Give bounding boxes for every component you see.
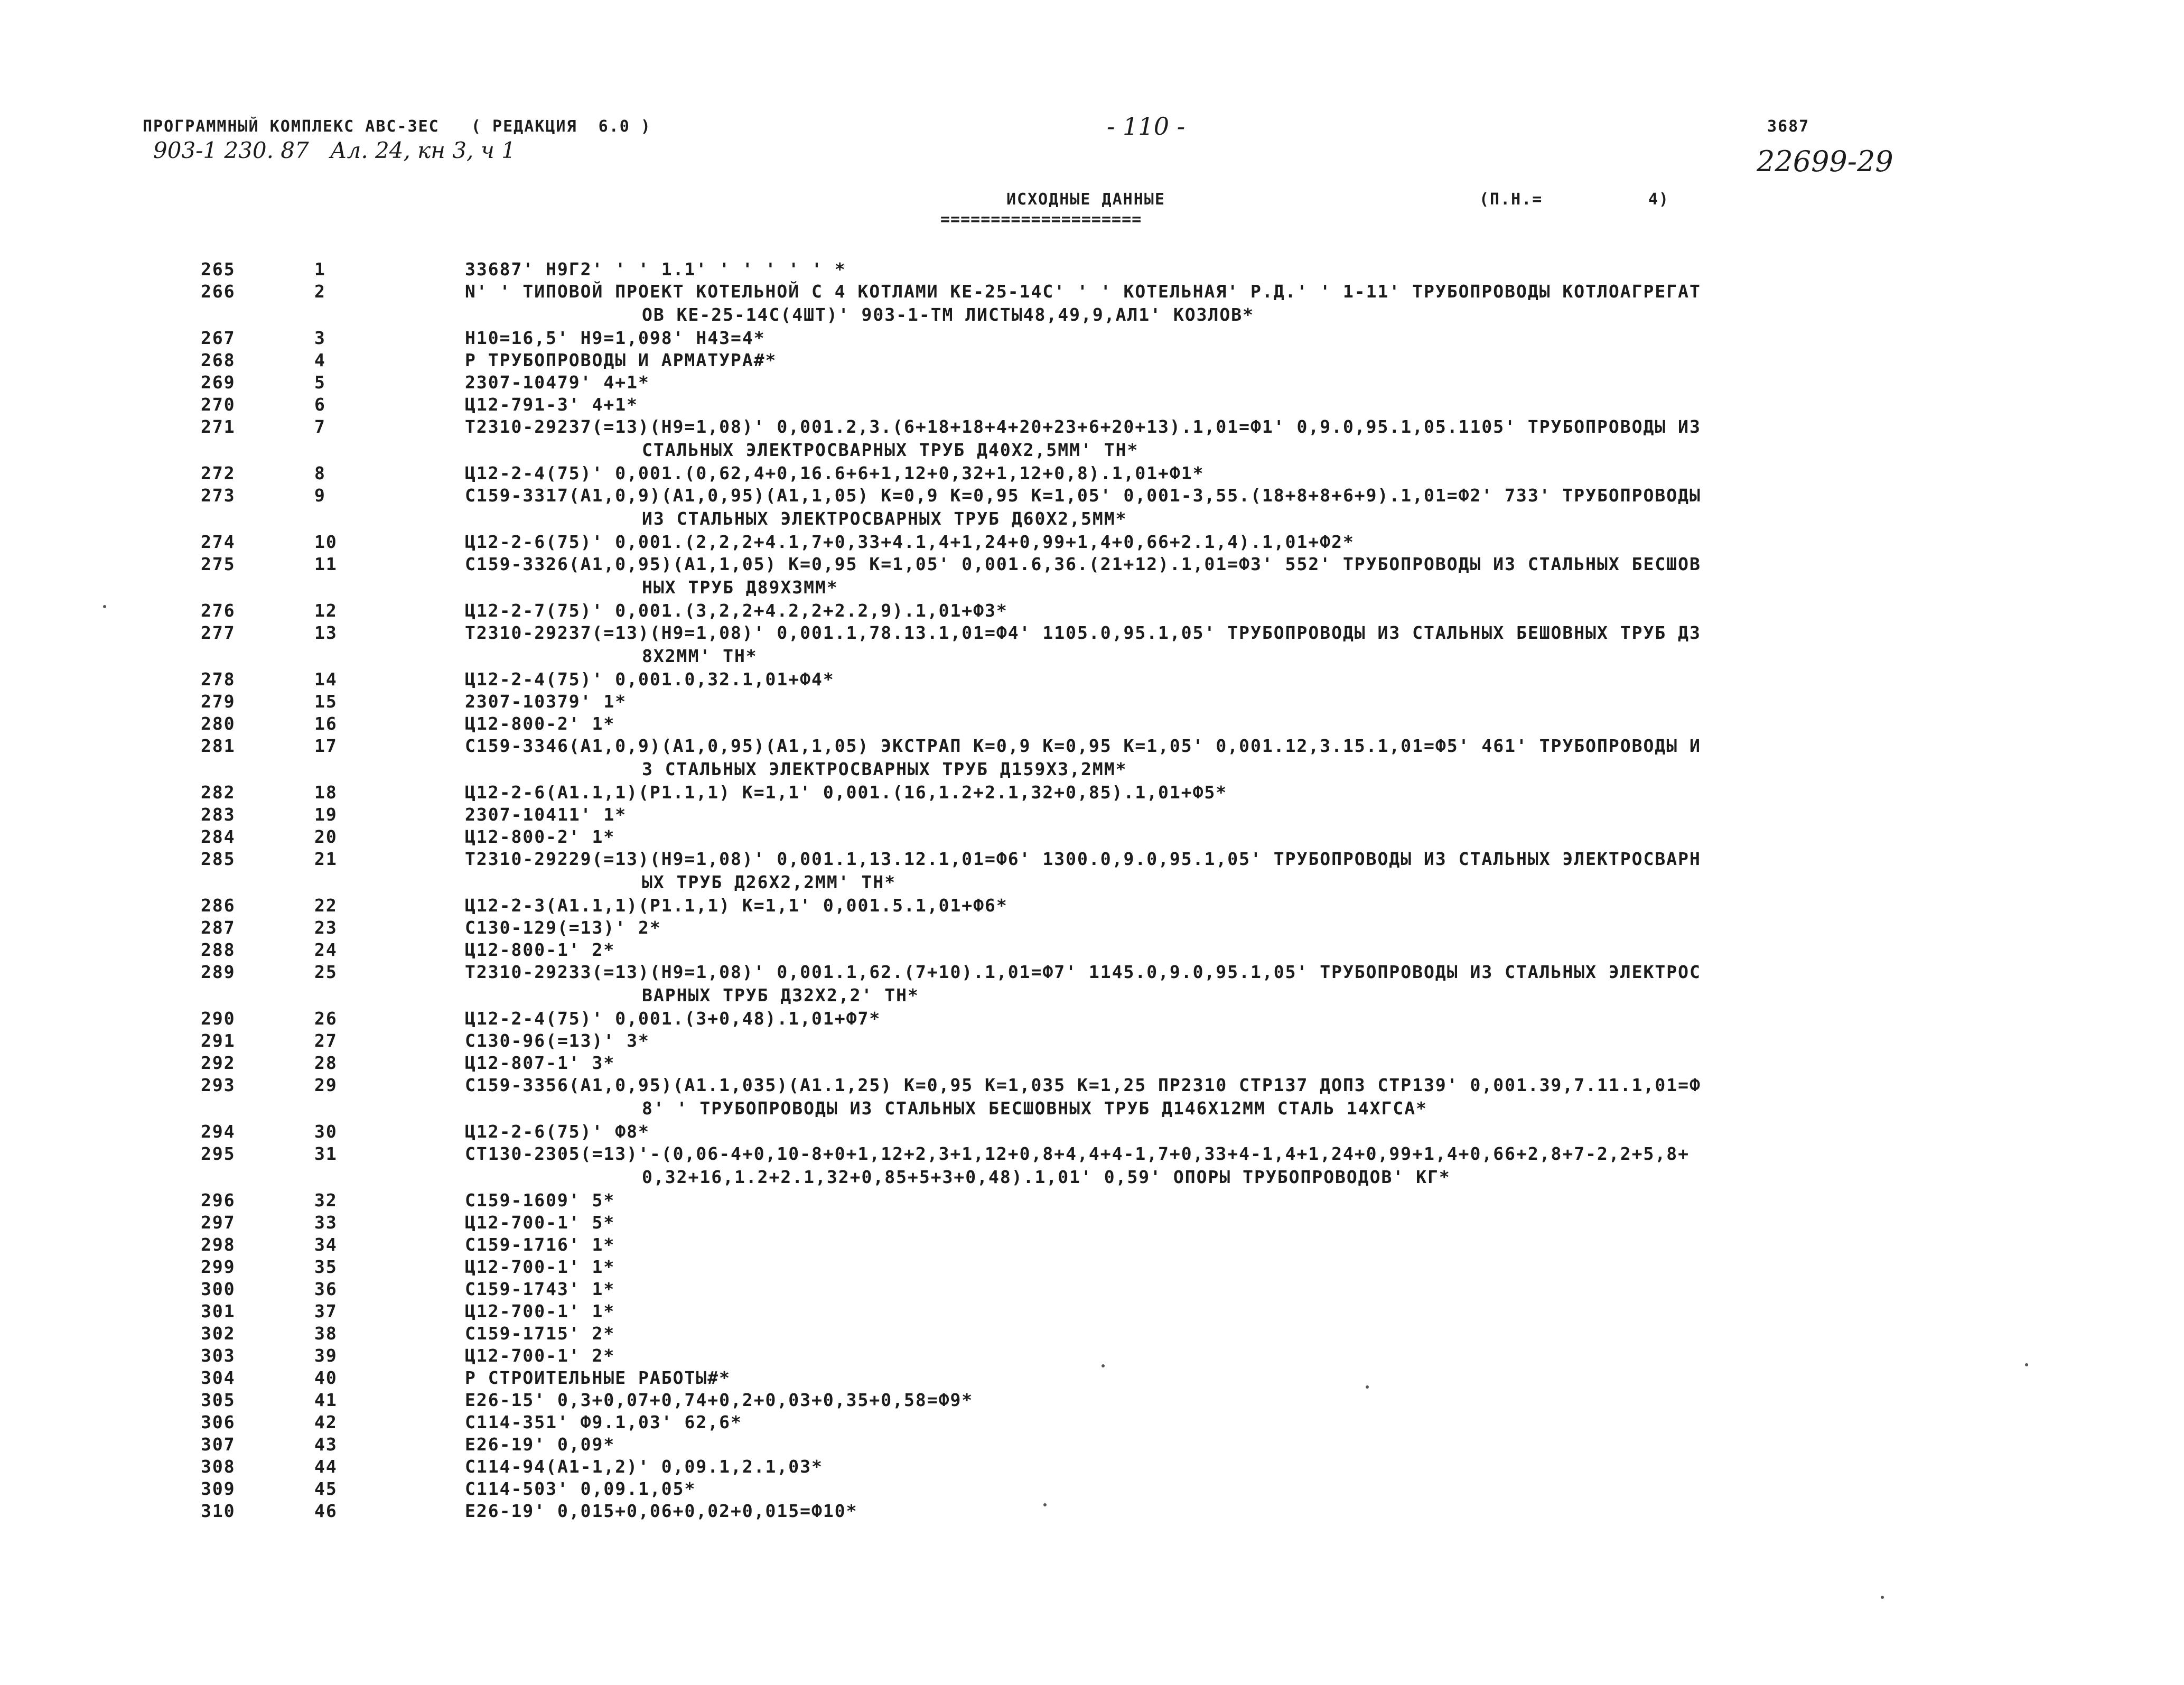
statement-number: 36 — [314, 1279, 338, 1299]
document-number: 3687 — [1767, 117, 1810, 136]
line-number: 273 — [201, 485, 236, 506]
line-number: 305 — [201, 1390, 236, 1410]
statement-text: 2307-10379' 1* — [465, 691, 627, 712]
line-number: 274 — [201, 532, 236, 552]
listing-row — [0, 916, 2184, 938]
statement-text: С114-503' 0,09.1,05* — [465, 1478, 696, 1499]
statement-text: Ц12-800-2' 1* — [465, 826, 615, 847]
statement-number: 19 — [314, 804, 338, 825]
listing-row — [0, 1189, 2184, 1211]
statement-text: С159-3326(А1,0,95)(А1,1,05) К=0,95 К=1,05' 0,001.6,36.(21+12).1,01=Ф3' 552' ТРУБОПРОВОДЫ ИЗ СТАЛЬНЫХ БЕСШОВ — [465, 554, 1701, 574]
statement-number: 31 — [314, 1143, 338, 1164]
statement-text: СТ130-2305(=13)'-(0,06-4+0,10-8+0+1,12+2,3+1,12+0,8+4,4+4-1,7+0,33+4-1,4+1,24+0,99+1,4+0,66+2,8+7-2,2+5,8+ — [465, 1143, 1690, 1164]
line-number: 268 — [201, 350, 236, 370]
line-number: 288 — [201, 939, 236, 960]
line-number: 304 — [201, 1367, 236, 1388]
listing-row — [0, 258, 2184, 280]
statement-text: Ц12-2-3(А1.1,1)(Р1.1,1) К=1,1' 0,001.5.1,01+Ф6* — [465, 895, 1008, 916]
handwritten-reference: 903-1 230. 87 Ал. 24, кн 3, ч 1 — [153, 137, 516, 163]
statement-text: Т2310-29237(=13)(Н9=1,08)' 0,001.1,78.13.1,01=Ф4' 1105.0,95.1,05' ТРУБОПРОВОДЫ ИЗ СТАЛЬНЫХ БЕШОВНЫХ ТРУБ Д3 — [465, 622, 1701, 643]
listing-row — [0, 415, 2184, 462]
statement-number: 7 — [314, 416, 326, 437]
listing-row — [0, 848, 2184, 894]
statement-number: 20 — [314, 826, 338, 847]
listing-row — [0, 349, 2184, 371]
statement-continuation: ЫХ ТРУБ Д26Х2,2ММ' ТН* — [642, 872, 897, 892]
statement-number: 1 — [314, 259, 326, 280]
line-number: 275 — [201, 554, 236, 574]
listing-row — [0, 894, 2184, 916]
statement-continuation: 0,32+16,1.2+2.1,32+0,85+5+3+0,48).1,01' 0,59' ОПОРЫ ТРУБОПРОВОДОВ' КГ* — [642, 1167, 1451, 1187]
listing-row — [0, 1366, 2184, 1389]
listing-row — [0, 668, 2184, 690]
listing-row — [0, 1344, 2184, 1366]
line-number: 279 — [201, 691, 236, 712]
statement-text: Т2310-29237(=13)(Н9=1,08)' 0,001.2,3.(6+18+18+4+20+23+6+20+13).1,01=Ф1' 0,9.0,95.1,05.1105' ТРУБОПРОВОДЫ ИЗ — [465, 416, 1701, 437]
line-number: 290 — [201, 1008, 236, 1029]
line-number: 300 — [201, 1279, 236, 1299]
statement-number: 45 — [314, 1478, 338, 1499]
line-number: 296 — [201, 1190, 236, 1211]
line-number: 308 — [201, 1456, 236, 1477]
line-number: 270 — [201, 394, 236, 415]
statement-text: Ц12-700-1' 1* — [465, 1256, 615, 1277]
listing-row — [0, 393, 2184, 415]
line-number: 295 — [201, 1143, 236, 1164]
statement-number: 38 — [314, 1323, 338, 1344]
line-number: 266 — [201, 281, 236, 302]
listing-row — [0, 1411, 2184, 1433]
pn-value: 4) — [1648, 190, 1670, 209]
line-number: 265 — [201, 259, 236, 280]
line-number: 271 — [201, 416, 236, 437]
statement-continuation: ОВ КЕ-25-14С(4ШТ)' 903-1-ТМ ЛИСТЫ48,49,9,АЛ1' КОЗЛОВ* — [642, 304, 1254, 325]
statement-text: С114-94(А1-1,2)' 0,09.1,2.1,03* — [465, 1456, 823, 1477]
statement-text: С159-1609' 5* — [465, 1190, 615, 1211]
listing-row — [0, 599, 2184, 621]
line-number: 284 — [201, 826, 236, 847]
line-number: 282 — [201, 782, 236, 803]
line-number: 281 — [201, 736, 236, 756]
statement-text: Ц12-2-6(А1.1,1)(Р1.1,1) К=1,1' 0,001.(16,1.2+2.1,32+0,85).1,01+Ф5* — [465, 782, 1228, 803]
statement-text: С159-1743' 1* — [465, 1279, 615, 1299]
statement-number: 43 — [314, 1434, 338, 1455]
statement-number: 16 — [314, 713, 338, 734]
page-number: - 110 - — [1107, 112, 1186, 141]
listing-row — [0, 1300, 2184, 1322]
listing-row — [0, 462, 2184, 484]
statement-number: 46 — [314, 1501, 338, 1521]
section-title: ИСХОДНЫЕ ДАННЫЕ — [1006, 190, 1165, 209]
line-number: 293 — [201, 1075, 236, 1095]
line-number: 301 — [201, 1301, 236, 1321]
statement-number: 25 — [314, 962, 338, 982]
statement-number: 33 — [314, 1212, 338, 1233]
statement-number: 44 — [314, 1456, 338, 1477]
listing-row — [0, 327, 2184, 349]
statement-text: С114-351' Ф9.1,03' 62,6* — [465, 1412, 742, 1432]
statement-text: С159-3317(А1,0,9)(А1,0,95)(А1,1,05) К=0,9 К=0,95 К=1,05' 0,001-3,55.(18+8+8+6+9).1,01=Ф2' 733' ТРУБОПРОВОДЫ — [465, 485, 1701, 506]
statement-number: 2 — [314, 281, 326, 302]
line-number: 272 — [201, 463, 236, 483]
statement-number: 23 — [314, 917, 338, 938]
statement-continuation: ВАРНЫХ ТРУБ Д32Х2,2' ТН* — [642, 985, 919, 1006]
statement-text: Ц12-2-6(75)' 0,001.(2,2,2+4.1,7+0,33+4.1,4+1,24+0,99+1,4+0,66+2.1,4).1,01+Ф2* — [465, 532, 1355, 552]
statement-number: 5 — [314, 372, 326, 393]
line-number: 280 — [201, 713, 236, 734]
listing-row — [0, 1322, 2184, 1344]
line-number: 278 — [201, 669, 236, 690]
statement-text: Н10=16,5' Н9=1,098' Н43=4* — [465, 328, 766, 348]
statement-text: N' ' ТИПОВОЙ ПРОЕКТ КОТЕЛЬНОЙ С 4 КОТЛАМИ КЕ-25-14С' ' ' КОТЕЛЬНАЯ' Р.Д.' ' 1-11' ТРУБОПРОВОДЫ КОТЛОАГРЕГАТ — [465, 281, 1701, 302]
statement-text: С130-96(=13)' 3* — [465, 1030, 650, 1051]
line-number: 277 — [201, 622, 236, 643]
line-number: 289 — [201, 962, 236, 982]
statement-number: 11 — [314, 554, 338, 574]
statement-number: 17 — [314, 736, 338, 756]
line-number: 286 — [201, 895, 236, 916]
line-number: 299 — [201, 1256, 236, 1277]
statement-text: Р СТРОИТЕЛЬНЫЕ РАБОТЫ#* — [465, 1367, 731, 1388]
statement-number: 8 — [314, 463, 326, 483]
statement-text: Т2310-29233(=13)(Н9=1,08)' 0,001.1,62.(7+10).1,01=Ф7' 1145.0,9.0,95.1,05' ТРУБОПРОВОДЫ ИЗ СТАЛЬНЫХ ЭЛЕКТРОС — [465, 962, 1701, 982]
listing-row — [0, 690, 2184, 712]
listing-row — [0, 825, 2184, 848]
listing-row — [0, 938, 2184, 961]
statement-text: С159-1716' 1* — [465, 1234, 615, 1255]
pn-label: (П.Н.= — [1479, 190, 1543, 209]
listing-row — [0, 1233, 2184, 1255]
listing-row — [0, 371, 2184, 393]
statement-number: 4 — [314, 350, 326, 370]
statement-text: Ц12-2-7(75)' 0,001.(3,2,2+4.2,2+2.2,9).1,01+Ф3* — [465, 600, 1008, 621]
statement-text: Ц12-700-1' 5* — [465, 1212, 615, 1233]
statement-continuation: 8' ' ТРУБОПРОВОДЫ ИЗ СТАЛЬНЫХ БЕСШОВНЫХ ТРУБ Д146Х12ММ СТАЛЬ 14ХГСА* — [642, 1098, 1428, 1119]
statement-number: 42 — [314, 1412, 338, 1432]
statement-number: 27 — [314, 1030, 338, 1051]
listing-row — [0, 1120, 2184, 1142]
line-number: 302 — [201, 1323, 236, 1344]
listing-row — [0, 1255, 2184, 1278]
statement-number: 35 — [314, 1256, 338, 1277]
listing-row — [0, 1007, 2184, 1029]
line-number: 269 — [201, 372, 236, 393]
statement-text: Ц12-2-4(75)' 0,001.0,32.1,01+Ф4* — [465, 669, 835, 690]
statement-number: 39 — [314, 1345, 338, 1366]
statement-text: Ц12-2-6(75)' Ф8* — [465, 1121, 650, 1142]
listing-row — [0, 712, 2184, 734]
line-number: 292 — [201, 1053, 236, 1073]
statement-number: 29 — [314, 1075, 338, 1095]
data-listing — [0, 258, 2184, 1522]
statement-number: 40 — [314, 1367, 338, 1388]
line-number: 309 — [201, 1478, 236, 1499]
line-number: 283 — [201, 804, 236, 825]
listing-row — [0, 961, 2184, 1007]
line-number: 267 — [201, 328, 236, 348]
statement-text: 33687' Н9Г2' ' ' 1.1' ' ' ' ' ' * — [465, 259, 846, 280]
listing-row — [0, 1074, 2184, 1120]
statement-text: Ц12-700-1' 1* — [465, 1301, 615, 1321]
statement-text: Ц12-2-4(75)' 0,001.(0,62,4+0,16.6+6+1,12+0,32+1,12+0,8).1,01+Ф1* — [465, 463, 1205, 483]
listing-row — [0, 621, 2184, 668]
statement-continuation: СТАЛЬНЫХ ЭЛЕКТРОСВАРНЫХ ТРУБ Д40Х2,5ММ' ТН* — [642, 440, 1139, 460]
listing-row — [0, 1477, 2184, 1500]
statement-text: 2307-10479' 4+1* — [465, 372, 650, 393]
statement-text: С159-3346(А1,0,9)(А1,0,95)(А1,1,05) ЭКСТРАП К=0,9 К=0,95 К=1,05' 0,001.12,3.15.1,01=Ф5' 461' ТРУБОПРОВОДЫ И — [465, 736, 1701, 756]
statement-number: 15 — [314, 691, 338, 712]
statement-number: 41 — [314, 1390, 338, 1410]
statement-text: Ц12-807-1' 3* — [465, 1053, 615, 1073]
statement-text: Ц12-800-2' 1* — [465, 713, 615, 734]
listing-row — [0, 530, 2184, 553]
listing-row — [0, 1433, 2184, 1455]
statement-text: С159-3356(А1,0,95)(А1.1,035)(А1.1,25) К=0,95 К=1,035 К=1,25 ПР2310 СТР137 ДОП3 СТР139' 0,001.39,7.11.1,01=Ф — [465, 1075, 1701, 1095]
statement-number: 14 — [314, 669, 338, 690]
line-number: 306 — [201, 1412, 236, 1432]
statement-text: Ц12-800-1' 2* — [465, 939, 615, 960]
program-header: ПРОГРАММНЫЙ КОМПЛЕКС АВС-3ЕС ( РЕДАКЦИЯ 6.0 ) — [143, 117, 651, 136]
title-underline: ==================== — [940, 210, 1142, 229]
statement-number: 24 — [314, 939, 338, 960]
statement-number: 22 — [314, 895, 338, 916]
line-number: 285 — [201, 849, 236, 869]
line-number: 297 — [201, 1212, 236, 1233]
statement-number: 21 — [314, 849, 338, 869]
statement-text: Ц12-700-1' 2* — [465, 1345, 615, 1366]
statement-text: Е26-15' 0,3+0,07+0,74+0,2+0,03+0,35+0,58=Ф9* — [465, 1390, 974, 1410]
statement-text: Т2310-29229(=13)(Н9=1,08)' 0,001.1,13.12.1,01=Ф6' 1300.0,9.0,95.1,05' ТРУБОПРОВОДЫ ИЗ СТАЛЬНЫХ ЭЛЕКТРОСВАРН — [465, 849, 1701, 869]
statement-number: 30 — [314, 1121, 338, 1142]
statement-text: Е26-19' 0,015+0,06+0,02+0,015=Ф10* — [465, 1501, 858, 1521]
statement-number: 26 — [314, 1008, 338, 1029]
listing-row — [0, 1211, 2184, 1233]
line-number: 276 — [201, 600, 236, 621]
listing-row — [0, 734, 2184, 781]
statement-continuation: 8Х2ММ' ТН* — [642, 646, 758, 666]
scan-speck — [1881, 1596, 1884, 1599]
statement-number: 3 — [314, 328, 326, 348]
statement-number: 6 — [314, 394, 326, 415]
statement-text: 2307-10411' 1* — [465, 804, 627, 825]
line-number: 307 — [201, 1434, 236, 1455]
statement-text: Е26-19' 0,09* — [465, 1434, 615, 1455]
statement-number: 18 — [314, 782, 338, 803]
handwritten-code: 22699-29 — [1757, 145, 1893, 178]
statement-text: Р ТРУБОПРОВОДЫ И АРМАТУРА#* — [465, 350, 777, 370]
listing-row — [0, 1029, 2184, 1051]
statement-continuation: НЫХ ТРУБ Д89Х3ММ* — [642, 577, 838, 598]
listing-row — [0, 1389, 2184, 1411]
statement-number: 10 — [314, 532, 338, 552]
line-number: 298 — [201, 1234, 236, 1255]
listing-row — [0, 484, 2184, 530]
listing-row — [0, 280, 2184, 327]
statement-text: С159-1715' 2* — [465, 1323, 615, 1344]
statement-text: Ц12-2-4(75)' 0,001.(3+0,48).1,01+Ф7* — [465, 1008, 881, 1029]
listing-row — [0, 1500, 2184, 1522]
line-number: 287 — [201, 917, 236, 938]
line-number: 294 — [201, 1121, 236, 1142]
statement-number: 9 — [314, 485, 326, 506]
statement-number: 28 — [314, 1053, 338, 1073]
listing-row — [0, 1455, 2184, 1477]
statement-continuation: З СТАЛЬНЫХ ЭЛЕКТРОСВАРНЫХ ТРУБ Д159Х3,2ММ* — [642, 759, 1127, 779]
statement-number: 37 — [314, 1301, 338, 1321]
statement-number: 13 — [314, 622, 338, 643]
listing-row — [0, 803, 2184, 825]
listing-row — [0, 1142, 2184, 1189]
statement-number: 34 — [314, 1234, 338, 1255]
statement-number: 12 — [314, 600, 338, 621]
line-number: 291 — [201, 1030, 236, 1051]
listing-row — [0, 553, 2184, 599]
statement-continuation: ИЗ СТАЛЬНЫХ ЭЛЕКТРОСВАРНЫХ ТРУБ Д60Х2,5ММ* — [642, 508, 1127, 529]
statement-text: Ц12-791-3' 4+1* — [465, 394, 639, 415]
statement-text: С130-129(=13)' 2* — [465, 917, 661, 938]
listing-row — [0, 781, 2184, 803]
line-number: 310 — [201, 1501, 236, 1521]
listing-row — [0, 1051, 2184, 1074]
statement-number: 32 — [314, 1190, 338, 1211]
line-number: 303 — [201, 1345, 236, 1366]
listing-row — [0, 1278, 2184, 1300]
